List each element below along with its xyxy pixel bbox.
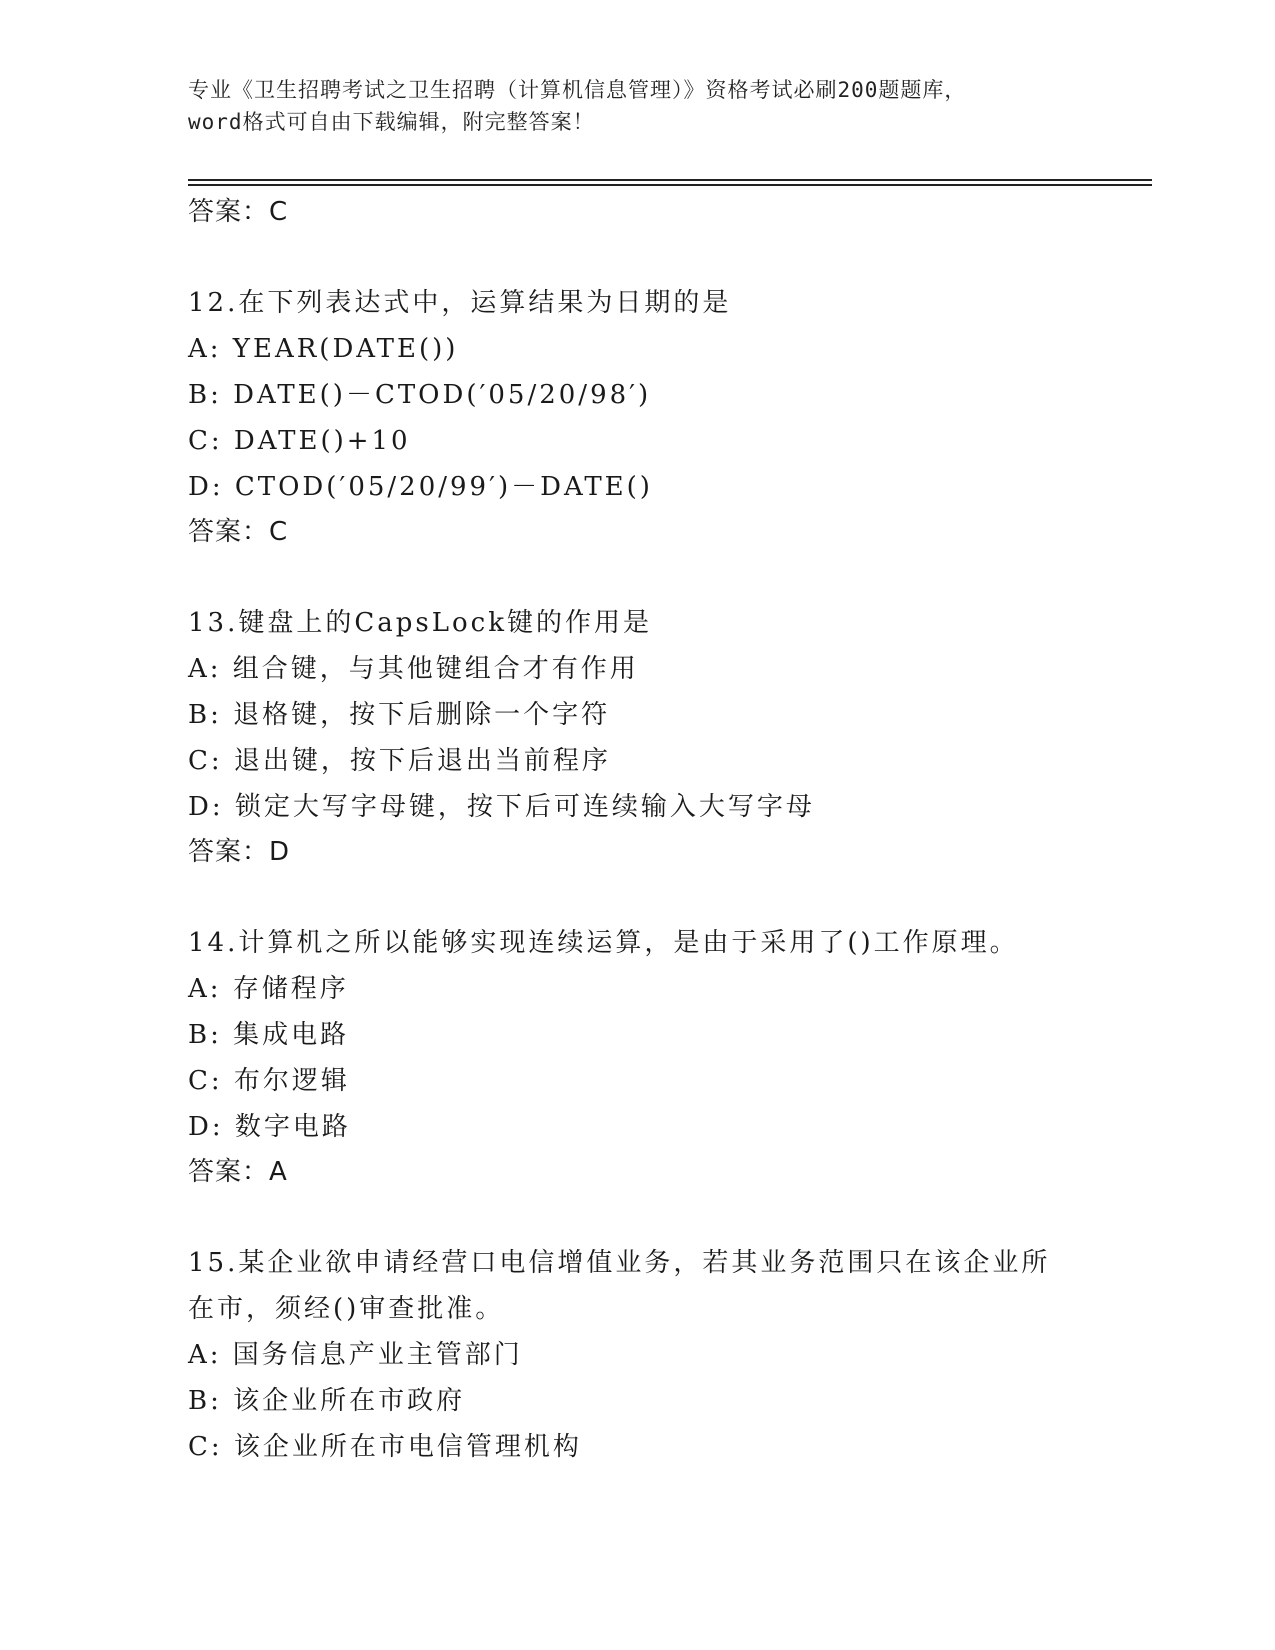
option-d: D: 锁定大写字母键，按下后可连续输入大写字母 (188, 792, 815, 822)
option-b: B: 集成电路 (188, 1020, 350, 1050)
option-b: B: 该企业所在市政府 (188, 1386, 466, 1416)
option-a: A: 存储程序 (188, 974, 349, 1004)
option-d: D: CTOD(′05/20/99′)－DATE() (188, 472, 653, 502)
option-d: D: 数字电路 (188, 1112, 351, 1142)
previous-answer: 答案：C (188, 197, 289, 227)
document-header (188, 74, 1088, 138)
option-c: C: DATE()+10 (188, 426, 411, 456)
question-answer: 答案：D (188, 837, 291, 867)
question-stem: 15.某企业欲申请经营口电信增值业务，若其业务范围只在该企业所在市，须经()审查批准。 (188, 1248, 1051, 1324)
option-a: A: 组合键，与其他键组合才有作用 (188, 654, 639, 684)
question-list (188, 190, 1108, 1470)
option-c: C: 布尔逻辑 (188, 1066, 350, 1096)
option-c: C: 该企业所在市电信管理机构 (188, 1432, 582, 1462)
option-a: A: 国务信息产业主管部门 (188, 1340, 523, 1370)
question-answer: 答案：A (188, 1157, 288, 1187)
question-14 (188, 920, 1108, 1194)
question-13 (188, 600, 1108, 874)
header-line-2: word格式可自由下载编辑，附完整答案！ (188, 110, 595, 134)
header-rule-top (188, 179, 1152, 181)
option-c: C: 退出键，按下后退出当前程序 (188, 746, 611, 776)
option-b: B: DATE()－CTOD(′05/20/98′) (188, 380, 652, 410)
question-answer: 答案：C (188, 517, 289, 547)
question-stem: 13.键盘上的CapsLock键的作用是 (188, 608, 652, 638)
header-line-1: 专业《卫生招聘考试之卫生招聘（计算机信息管理）》资格考试必刷200题题库， (188, 78, 967, 102)
question-stem: 14.计算机之所以能够实现连续运算，是由于采用了()工作原理。 (188, 928, 1019, 958)
question-stem: 12.在下列表达式中，运算结果为日期的是 (188, 288, 732, 318)
header-rule-bottom (188, 184, 1152, 186)
question-12 (188, 280, 1108, 554)
question-15 (188, 1240, 1108, 1470)
option-b: B: 退格键，按下后删除一个字符 (188, 700, 611, 730)
option-a: A: YEAR(DATE()) (188, 334, 459, 364)
